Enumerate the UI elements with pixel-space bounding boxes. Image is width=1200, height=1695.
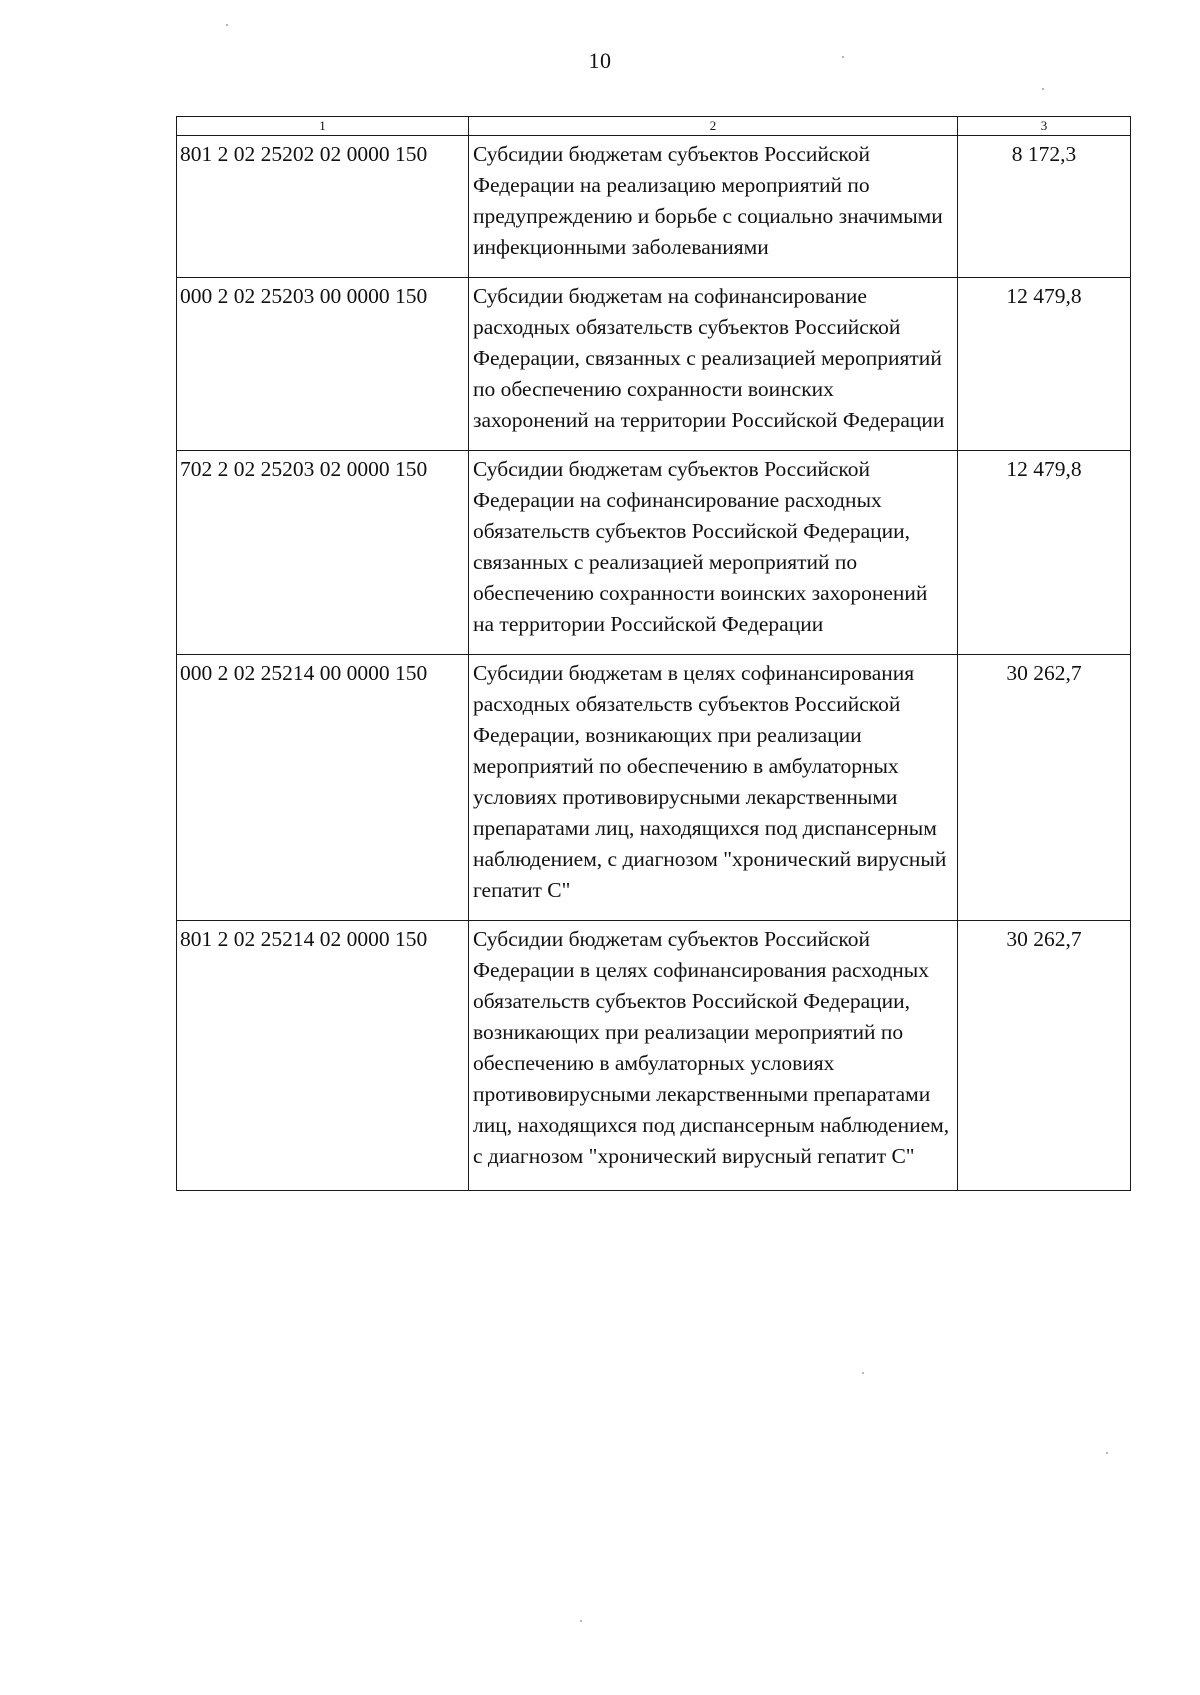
table-row [177, 278, 1131, 451]
table-row [177, 655, 1131, 921]
budget-code-cell: 000 2 02 25203 00 0000 150 [177, 278, 469, 451]
amount-cell: 30 262,7 [958, 655, 1131, 921]
budget-code-cell: 801 2 02 25202 02 0000 150 [177, 136, 469, 278]
scan-speck [226, 24, 228, 26]
description-cell: Субсидии бюджетам субъектов Российской Федерации в целях софинансирования расходных обязательств субъектов Российской Федерации, возникающих при реализации мероприятий по обеспечению в амбулаторных условиях противовирусными лекарственными препаратами лиц, находящихся под диспансерным наблюдением, с диагнозом "хронический вирусный гепатит С" [469, 921, 958, 1191]
description-cell: Субсидии бюджетам субъектов Российской Федерации на реализацию мероприятий по предупреждению и борьбе с социально значимыми инфекционными заболеваниями [469, 136, 958, 278]
table-row [177, 451, 1131, 655]
amount-cell: 12 479,8 [958, 278, 1131, 451]
column-header-description: 2 [469, 117, 958, 136]
page-number: 10 [588, 48, 612, 73]
table-row [177, 136, 1131, 278]
scan-speck [1042, 88, 1044, 90]
scan-speck [842, 56, 844, 58]
description-cell: Субсидии бюджетам в целях софинансирования расходных обязательств субъектов Российской Федерации, возникающих при реализации мероприятий по обеспечению в амбулаторных условиях противовирусными лекарственными препаратами лиц, находящихся под диспансерным наблюдением, с диагнозом "хронический вирусный гепатит С" [469, 655, 958, 921]
scan-speck [580, 1620, 582, 1622]
budget-table [176, 116, 1131, 1191]
amount-cell: 30 262,7 [958, 921, 1131, 1191]
amount-cell: 8 172,3 [958, 136, 1131, 278]
table-row [177, 921, 1131, 1191]
table-header-row [177, 117, 1131, 136]
description-cell: Субсидии бюджетам на софинансирование расходных обязательств субъектов Российской Федерации, связанных с реализацией мероприятий по обеспечению сохранности воинских захоронений на территории Российской Федерации [469, 278, 958, 451]
column-header-code: 1 [177, 117, 469, 136]
description-cell: Субсидии бюджетам субъектов Российской Федерации на софинансирование расходных обязательств субъектов Российской Федерации, связанных с реализацией мероприятий по обеспечению сохранности воинских захоронений на территории Российской Федерации [469, 451, 958, 655]
scan-speck [862, 1372, 864, 1374]
column-header-amount: 3 [958, 117, 1131, 136]
budget-code-cell: 000 2 02 25214 00 0000 150 [177, 655, 469, 921]
amount-cell: 12 479,8 [958, 451, 1131, 655]
budget-code-cell: 702 2 02 25203 02 0000 150 [177, 451, 469, 655]
scan-speck [1106, 1452, 1108, 1454]
budget-code-cell: 801 2 02 25214 02 0000 150 [177, 921, 469, 1191]
